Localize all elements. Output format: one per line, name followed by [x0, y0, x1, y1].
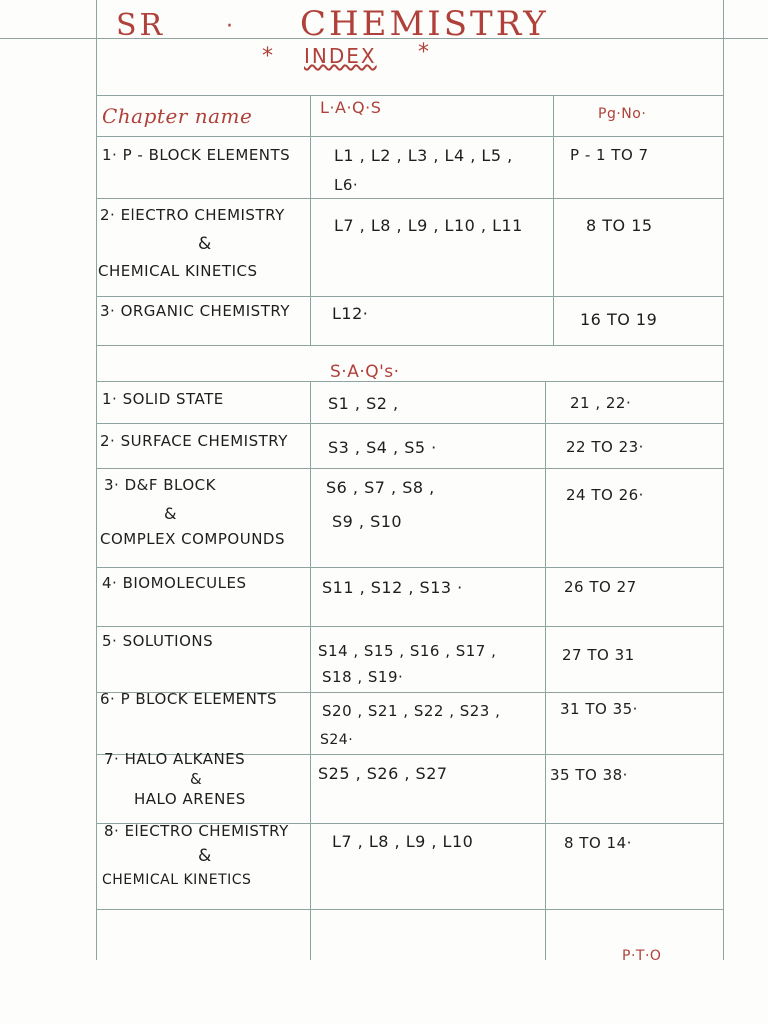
- row-rule: [96, 626, 723, 627]
- page-range: 24 TO 26·: [566, 486, 644, 504]
- question-list: S11 , S12 , S13 ·: [322, 578, 463, 597]
- question-list: L7 , L8 , L9 , L10 , L11: [334, 216, 523, 235]
- subject-title: CHEMISTRY: [300, 4, 549, 44]
- column-divider-laqs: [310, 381, 311, 960]
- question-list: S20 , S21 , S22 , S23 ,: [322, 702, 501, 720]
- column-divider-laqs: [310, 95, 311, 345]
- question-list-continued: S24·: [320, 732, 354, 748]
- page-range: 26 TO 27: [564, 578, 637, 596]
- question-list: S1 , S2 ,: [328, 394, 399, 413]
- chapter-name: 8· ElECTRO CHEMISTRY: [104, 822, 289, 840]
- page-range: 27 TO 31: [562, 646, 635, 664]
- chapter-ampersand: &: [164, 504, 177, 523]
- header-dot: ·: [226, 14, 234, 39]
- page-range: 8 TO 15: [586, 216, 653, 235]
- question-list: S3 , S4 , S5 ·: [328, 438, 437, 457]
- chapter-name: 4· BIOMOLECULES: [102, 574, 247, 592]
- row-rule: [96, 468, 723, 469]
- index-heading: INDEX: [304, 44, 377, 68]
- chapter-name: 1· P - BLOCK ELEMENTS: [102, 146, 291, 164]
- column-heading-laqs: L·A·Q·S: [320, 98, 382, 117]
- row-rule: [96, 567, 723, 568]
- column-heading-page: Pg·No·: [598, 106, 647, 122]
- column-divider-page: [553, 95, 554, 345]
- question-list: S25 , S26 , S27: [318, 764, 448, 783]
- row-rule: [96, 381, 723, 382]
- chapter-name-continued: COMPLEX COMPOUNDS: [100, 530, 285, 548]
- saq-section-heading: S·A·Q's·: [330, 362, 400, 382]
- question-list: S6 , S7 , S8 ,: [326, 478, 435, 497]
- question-list-continued: S18 , S19·: [322, 668, 404, 686]
- chapter-name: 3· ORGANIC CHEMISTRY: [100, 302, 290, 320]
- question-list: L7 , L8 , L9 , L10: [332, 832, 474, 851]
- chapter-ampersand: &: [198, 234, 212, 254]
- question-list: L1 , L2 , L3 , L4 , L5 ,: [334, 146, 513, 165]
- star-icon: *: [262, 44, 274, 69]
- column-divider-page: [545, 381, 546, 960]
- question-list-continued: L6·: [334, 176, 359, 194]
- chapter-ampersand: &: [190, 770, 203, 788]
- please-turn-over-note: P·T·O: [622, 948, 662, 964]
- page-margin-right: [723, 0, 724, 960]
- column-header-rule: [96, 136, 723, 137]
- question-list: L12·: [332, 304, 369, 323]
- row-rule: [96, 198, 723, 199]
- page-range: 22 TO 23·: [566, 438, 644, 456]
- row-rule: [96, 909, 723, 910]
- chapter-name: 3· D&F BLOCK: [104, 476, 216, 494]
- page-range: 16 TO 19: [580, 310, 658, 329]
- question-list-continued: S9 , S10: [332, 512, 403, 531]
- question-list: S14 , S15 , S16 , S17 ,: [318, 642, 497, 660]
- table-top-rule: [96, 95, 723, 96]
- chapter-name: 5· SOLUTIONS: [102, 632, 214, 650]
- class-tag: SR: [116, 8, 166, 43]
- star-icon: *: [418, 40, 430, 65]
- chapter-name: 6· P BLOCK ELEMENTS: [100, 690, 278, 708]
- page-range: 8 TO 14·: [564, 834, 632, 852]
- page-range: P - 1 TO 7: [570, 146, 649, 164]
- page-range: 35 TO 38·: [550, 766, 628, 784]
- row-rule: [96, 423, 723, 424]
- page-range: 31 TO 35·: [560, 700, 638, 718]
- chapter-name: 7· HALO ALKANES: [104, 750, 246, 768]
- row-rule: [96, 345, 723, 346]
- chapter-name: 2· ElECTRO CHEMISTRY: [100, 206, 285, 224]
- page-range: 21 , 22·: [570, 394, 632, 412]
- chapter-name-continued: HALO ARENES: [134, 790, 246, 808]
- chapter-name-continued: CHEMICAL KINETICS: [102, 872, 252, 888]
- chapter-ampersand: &: [198, 846, 212, 866]
- page-margin-left: [96, 0, 97, 960]
- row-rule: [96, 296, 723, 297]
- chapter-name: 2· SURFACE CHEMISTRY: [100, 432, 288, 450]
- column-heading-chapter: Chapter name: [102, 104, 253, 128]
- chapter-name-continued: CHEMICAL KINETICS: [98, 262, 258, 280]
- chapter-name: 1· SOLID STATE: [102, 390, 224, 408]
